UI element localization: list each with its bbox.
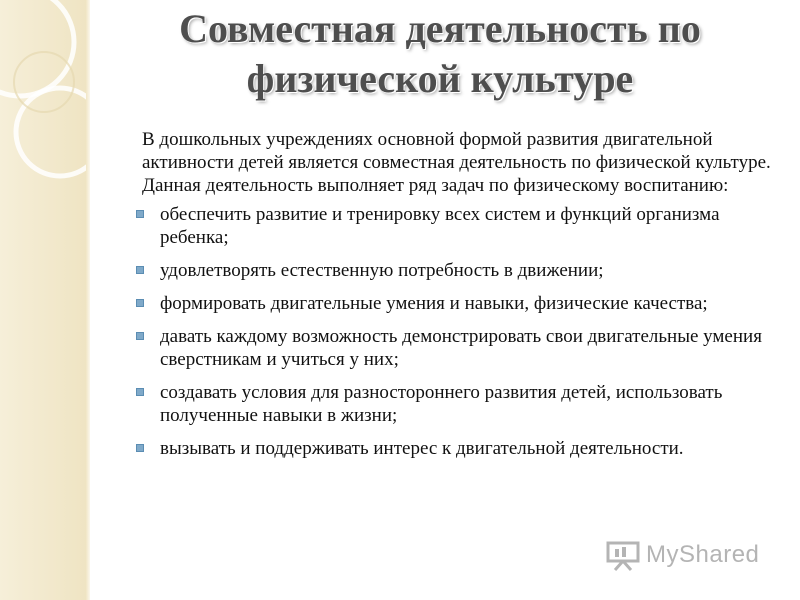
- decorative-sidebar: [0, 0, 86, 600]
- list-item-text: создавать условия для разностороннего развития детей, использовать полученные навыки в жизни;: [160, 382, 723, 426]
- list-item: [134, 325, 774, 371]
- sidebar-edge: [86, 0, 90, 600]
- square-bullet-icon: [136, 299, 144, 307]
- square-bullet-icon: [136, 444, 144, 452]
- watermark-text: MyShared: [646, 541, 760, 568]
- decorative-rings: [0, 0, 86, 600]
- list-item: [134, 259, 774, 282]
- square-bullet-icon: [136, 210, 144, 218]
- slide-content: [134, 128, 774, 470]
- list-item-text: вызывать и поддерживать интерес к двигательной деятельности.: [160, 438, 684, 459]
- watermark-logo: [606, 537, 759, 573]
- list-item: [134, 381, 774, 427]
- list-item: [134, 203, 774, 249]
- list-item-text: удовлетворять естественную потребность в движении;: [160, 260, 604, 281]
- square-bullet-icon: [136, 388, 144, 396]
- presentation-board-icon: [606, 539, 640, 571]
- list-item-text: формировать двигательные умения и навыки, физические качества;: [160, 293, 708, 314]
- slide-title: Совместная деятельность по физической культуре: [179, 6, 701, 101]
- list-item-text: обеспечить развитие и тренировку всех систем и функций организма ребенка;: [160, 204, 720, 248]
- task-list: [134, 203, 774, 460]
- intro-paragraph: В дошкольных учреждениях основной формой развития двигательной активности детей является совместная деятельность по физической культуре. Данная деятельность выполняет ряд задач по физическому воспитанию:: [142, 129, 771, 196]
- square-bullet-icon: [136, 332, 144, 340]
- square-bullet-icon: [136, 266, 144, 274]
- list-item-text: давать каждому возможность демонстрировать свои двигательные умения сверстникам и учиться у них;: [160, 326, 762, 370]
- list-item: [134, 437, 774, 460]
- list-item: [134, 292, 774, 315]
